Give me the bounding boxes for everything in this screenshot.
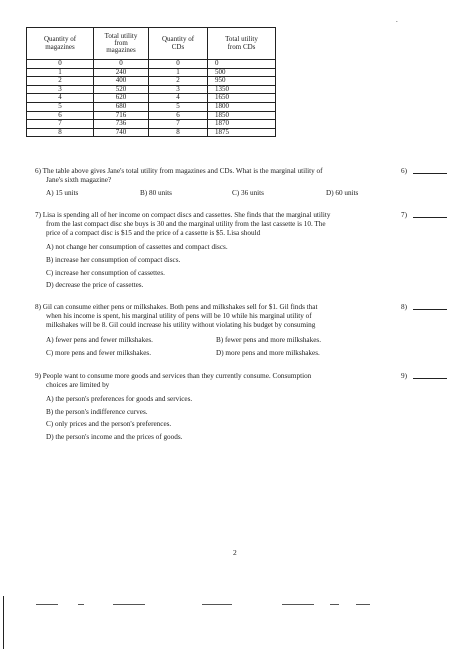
scan-dash-mark: [202, 604, 232, 605]
table-cell: 716: [94, 111, 149, 120]
table-cell: 680: [94, 102, 149, 111]
table-cell: 1650: [208, 94, 276, 103]
q6-option-c: C) 36 units: [232, 189, 264, 197]
table-row: [27, 102, 276, 111]
q6-option-d: D) 60 units: [326, 189, 359, 197]
scan-dash-mark: [113, 604, 145, 605]
table-cell: 1800: [208, 102, 276, 111]
table-cell: 240: [94, 68, 149, 77]
scan-dash-mark: [356, 604, 370, 605]
table-cell: 5: [149, 102, 208, 111]
table-cell: 0: [149, 60, 208, 69]
table-cell: 620: [94, 94, 149, 103]
header-total-utility-magazines: Total utility from magazines: [94, 28, 149, 60]
scan-edge-mark: [3, 596, 4, 649]
table-cell: 950: [208, 77, 276, 86]
q8-option-d: D) more pens and more milkshakes.: [216, 349, 320, 357]
table-cell: 8: [27, 128, 94, 137]
table-cell: 0: [27, 60, 94, 69]
scan-dash-mark: [282, 604, 314, 605]
question-8-stem: 8) Gil can consume either pens or milkshakes. Both pens and milkshakes sell for $1. Gil finds that when his income is spent, his marginal utility of pens will be 10 while his marginal utility of milkshakes will be 8. Gil could increase his utility without violating his budget by consuming: [35, 303, 318, 329]
question-7-answer-blank[interactable]: [413, 211, 447, 218]
table-cell: 8: [149, 128, 208, 137]
table-row: [27, 85, 276, 94]
table-row: [27, 94, 276, 103]
table-cell: 520: [94, 85, 149, 94]
table-cell: 5: [27, 102, 94, 111]
q7-option-d: D) decrease the price of cassettes.: [46, 281, 144, 289]
table-cell: 500: [208, 68, 276, 77]
q8-option-a: A) fewer pens and fewer milkshakes.: [46, 336, 153, 344]
header-quantity-cds: Quantity of CDs: [149, 28, 208, 60]
q9-option-b: B) the person's indifference curves.: [46, 408, 148, 416]
table-cell: 1850: [208, 111, 276, 120]
question-8-answer-blank[interactable]: [413, 303, 447, 310]
table-cell: 740: [94, 128, 149, 137]
question-9-number: 9): [401, 372, 407, 380]
q9-option-c: C) only prices and the person's preferences.: [46, 420, 172, 428]
q6-option-b: B) 80 units: [140, 189, 172, 197]
table-header-row: [27, 28, 276, 60]
corner-mark: .: [396, 16, 398, 24]
table-cell: 2: [149, 77, 208, 86]
question-6-number: 6): [401, 167, 407, 175]
table-cell: 400: [94, 77, 149, 86]
table-cell: 4: [27, 94, 94, 103]
q7-option-c: C) increase her consumption of cassettes.: [46, 269, 165, 277]
table-cell: 0: [208, 60, 276, 69]
q6-option-a: A) 15 units: [46, 189, 79, 197]
question-8-number: 8): [401, 303, 407, 311]
table-row: [27, 120, 276, 129]
table-cell: 7: [27, 120, 94, 129]
q9-option-d: D) the person's income and the prices of goods.: [46, 433, 183, 441]
table-cell: 1875: [208, 128, 276, 137]
table-cell: 6: [27, 111, 94, 120]
table-cell: 1: [149, 68, 208, 77]
question-7-stem: 7) Lisa is spending all of her income on compact discs and cassettes. She finds that the marginal utility from the last compact disc she buys is 30 and the marginal utility from the last cassette is 10. The price of a compact disc is $15 and the price of a cassette is $5. Lisa should: [35, 211, 331, 237]
question-6-stem: 6) The table above gives Jane's total utility from magazines and CDs. What is the marginal utility of Jane's sixth magazine?: [35, 167, 323, 184]
table-row: [27, 128, 276, 137]
table-cell: 736: [94, 120, 149, 129]
table-cell: 1870: [208, 120, 276, 129]
header-total-utility-cds: Total utility from CDs: [208, 28, 276, 60]
table-row: [27, 60, 276, 69]
table-row: [27, 68, 276, 77]
scan-dash-mark: [78, 604, 84, 605]
q8-option-b: B) fewer pens and more milkshakes.: [216, 336, 321, 344]
table-cell: 4: [149, 94, 208, 103]
scan-dash-mark: [36, 604, 58, 605]
utility-table: [26, 27, 276, 137]
question-7-number: 7): [401, 211, 407, 219]
q7-option-a: A) not change her consumption of cassettes and compact discs.: [46, 243, 228, 251]
q8-option-c: C) more pens and fewer milkshakes.: [46, 349, 151, 357]
scan-dash-mark: [330, 604, 339, 605]
table-cell: 3: [27, 85, 94, 94]
table-cell: 2: [27, 77, 94, 86]
page-number: 2: [233, 548, 237, 557]
table-cell: 0: [94, 60, 149, 69]
table-row: [27, 111, 276, 120]
table-cell: 6: [149, 111, 208, 120]
question-6-answer-blank[interactable]: [413, 167, 447, 174]
table-cell: 7: [149, 120, 208, 129]
table-row: [27, 77, 276, 86]
table-cell: 3: [149, 85, 208, 94]
q9-option-a: A) the person's preferences for goods and services.: [46, 395, 193, 403]
question-9-stem: 9) People want to consume more goods and services than they currently consume. Consumption choices are limited by: [35, 372, 312, 389]
table-cell: 1350: [208, 85, 276, 94]
table-cell: 1: [27, 68, 94, 77]
q7-option-b: B) increase her consumption of compact discs.: [46, 256, 181, 264]
header-quantity-magazines: Quantity of magazines: [27, 28, 94, 60]
question-9-answer-blank[interactable]: [413, 372, 447, 379]
